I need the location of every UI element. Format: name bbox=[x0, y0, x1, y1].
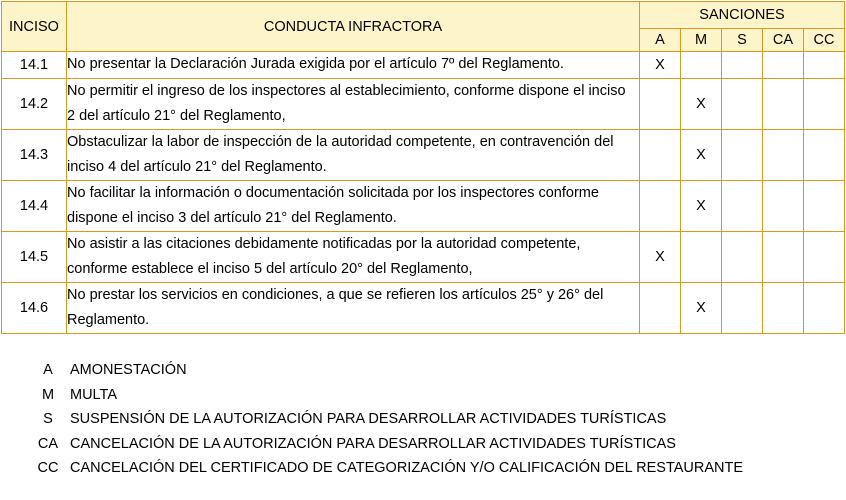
table-row bbox=[2, 232, 845, 283]
description-line: inciso 4 del artículo 21° del Reglamento. bbox=[67, 159, 327, 175]
mark-m: X bbox=[681, 130, 722, 181]
table-row bbox=[2, 283, 845, 334]
legend-item bbox=[26, 407, 743, 432]
legend-text: SUSPENSIÓN DE LA AUTORIZACIÓN PARA DESARROLLAR ACTIVIDADES TURÍSTICAS bbox=[70, 411, 667, 427]
mark-a: X bbox=[640, 52, 681, 79]
row-inciso: 14.4 bbox=[2, 181, 67, 232]
mark-ca bbox=[763, 181, 804, 232]
description-line: conforme establece el inciso 5 del artículo 20° del Reglamento, bbox=[67, 261, 473, 277]
mark-s bbox=[722, 52, 763, 79]
table-row bbox=[2, 181, 845, 232]
description-line: dispone el inciso 3 del artículo 21° del Reglamento. bbox=[67, 210, 397, 226]
mark-ca bbox=[763, 283, 804, 334]
infractions-table bbox=[1, 1, 845, 334]
mark-m: X bbox=[681, 79, 722, 130]
row-description bbox=[67, 232, 640, 283]
mark-ca bbox=[763, 52, 804, 79]
legend-item bbox=[26, 432, 743, 457]
header-sanction-ca: CA bbox=[763, 29, 804, 52]
mark-cc bbox=[804, 79, 845, 130]
mark-m bbox=[681, 52, 722, 79]
header-sanciones: SANCIONES bbox=[640, 2, 845, 29]
row-inciso: 14.6 bbox=[2, 283, 67, 334]
legend-text: CANCELACIÓN DE LA AUTORIZACIÓN PARA DESARROLLAR ACTIVIDADES TURÍSTICAS bbox=[70, 435, 676, 452]
table-row bbox=[2, 79, 845, 130]
mark-a: X bbox=[640, 232, 681, 283]
description-line: Reglamento. bbox=[67, 312, 150, 328]
row-description bbox=[67, 79, 640, 130]
description-line: No asistir a las citaciones debidamente notificadas por la autoridad competente, bbox=[67, 236, 581, 252]
header-sanction-cc: CC bbox=[804, 29, 845, 52]
row-inciso: 14.1 bbox=[2, 52, 67, 79]
legend-code: S bbox=[43, 411, 53, 427]
mark-a bbox=[640, 130, 681, 181]
mark-s bbox=[722, 79, 763, 130]
mark-m: X bbox=[681, 181, 722, 232]
row-description bbox=[67, 52, 640, 79]
legend-code: M bbox=[41, 386, 55, 403]
legend-code: CA bbox=[37, 435, 59, 452]
legend-item bbox=[26, 358, 743, 383]
mark-ca bbox=[763, 130, 804, 181]
mark-s bbox=[722, 232, 763, 283]
sanctions-legend bbox=[26, 358, 743, 481]
description-line: No permitir el ingreso de los inspectores al establecimiento, conforme dispone el inciso bbox=[67, 83, 626, 99]
header-conducta: CONDUCTA INFRACTORA bbox=[67, 2, 640, 52]
mark-s bbox=[722, 283, 763, 334]
legend-text: CANCELACIÓN DEL CERTIFICADO DE CATEGORIZACIÓN Y/O CALIFICACIÓN DEL RESTAURANTE bbox=[70, 460, 744, 476]
mark-cc bbox=[804, 52, 845, 79]
legend-text: AMONESTACIÓN bbox=[70, 362, 187, 378]
mark-ca bbox=[763, 232, 804, 283]
row-inciso: 14.5 bbox=[2, 232, 67, 283]
row-description bbox=[67, 283, 640, 334]
mark-m: X bbox=[681, 283, 722, 334]
header-inciso: INCISO bbox=[2, 2, 67, 52]
header-sanction-s: S bbox=[722, 29, 763, 52]
description-line: Obstaculizar la labor de inspección de la autoridad competente, en contravención del bbox=[67, 134, 614, 150]
row-description bbox=[67, 130, 640, 181]
row-description bbox=[67, 181, 640, 232]
legend-item bbox=[26, 383, 743, 408]
mark-cc bbox=[804, 232, 845, 283]
header-sanction-m: M bbox=[681, 29, 722, 52]
legend-code: A bbox=[43, 362, 53, 378]
mark-s bbox=[722, 130, 763, 181]
mark-cc bbox=[804, 181, 845, 232]
description-line: 2 del artículo 21° del Reglamento, bbox=[67, 108, 286, 124]
description-line: No facilitar la información o documentación solicitada por los inspectores conforme bbox=[67, 185, 599, 201]
description-line: No prestar los servicios en condiciones, a que se refieren los artículos 25° y 26° del bbox=[67, 287, 604, 303]
mark-a bbox=[640, 79, 681, 130]
table-row bbox=[2, 130, 845, 181]
mark-cc bbox=[804, 130, 845, 181]
mark-a bbox=[640, 283, 681, 334]
row-inciso: 14.3 bbox=[2, 130, 67, 181]
description-line: No presentar la Declaración Jurada exigida por el artículo 7º del Reglamento. bbox=[67, 56, 564, 72]
table-row bbox=[2, 52, 845, 79]
row-inciso: 14.2 bbox=[2, 79, 67, 130]
mark-cc bbox=[804, 283, 845, 334]
mark-s bbox=[722, 181, 763, 232]
mark-m bbox=[681, 232, 722, 283]
mark-a bbox=[640, 181, 681, 232]
mark-ca bbox=[763, 79, 804, 130]
legend-item bbox=[26, 456, 743, 481]
legend-code: CC bbox=[37, 460, 59, 476]
header-sanction-a: A bbox=[640, 29, 681, 52]
legend-text: MULTA bbox=[70, 386, 117, 403]
